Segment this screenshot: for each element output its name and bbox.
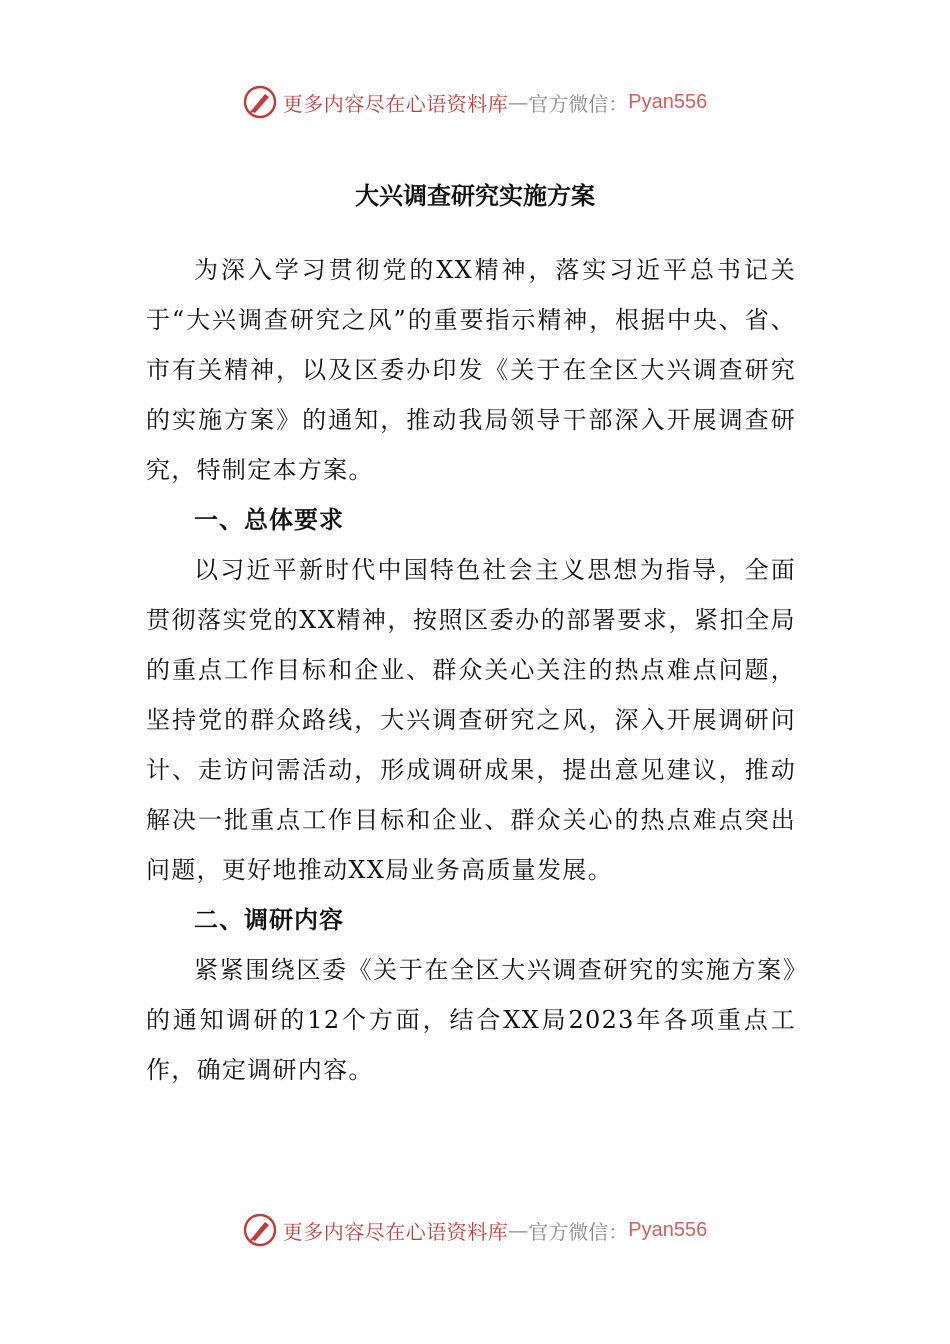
heading-research-content: 二、调研内容 xyxy=(194,906,344,934)
banner-text: 更多内容尽在心语资料库 xyxy=(282,91,509,116)
paragraph-general-requirements: 以习近平新时代中国特色社会主义思想为指导，全面贯彻落实党的XX精神，按照区委办的部署要求，紧扣全局的重点工作目标和企业、群众关心关注的热点难点问题，坚持党的群众路线，大兴调查研究之风，深入开展调研问计、走访问需活动，形成调研成果，提出意见建议，推动解决一批重点工作目标和企业、群众关心的热点难点突出问题，更好地推动XX局业务高质量发展。 xyxy=(146,556,796,884)
banner-wechat-id: Pyan556 xyxy=(628,1218,708,1241)
paragraph-research-content: 紧紧围绕区委《关于在全区大兴调查研究的实施方案》的通知调研的12个方面，结合XX局2023年各项重点工作，确定调研内容。 xyxy=(146,956,796,1084)
footer-banner xyxy=(0,1210,950,1250)
banner-wechat-label: 官方微信： xyxy=(528,91,629,116)
banner-wechat-label: 官方微信： xyxy=(528,1219,629,1244)
document-body xyxy=(146,245,796,1095)
banner-text: 更多内容尽在心语资料库 xyxy=(282,1219,509,1244)
paragraph-intro: 为深入学习贯彻党的XX精神，落实习近平总书记关于“大兴调查研究之风”的重要指示精神，根据中央、省、市有关精神，以及区委办印发《关于在全区大兴调查研究的实施方案》的通知，推动我局领导干部深入开展调查研究，特制定本方案。 xyxy=(146,256,796,484)
heading-general-requirements: 一、总体要求 xyxy=(194,506,344,534)
pen-nib-logo-icon xyxy=(243,1213,277,1247)
banner-separator: — xyxy=(508,1218,529,1242)
banner-separator: — xyxy=(508,90,529,114)
document-title: 大兴调查研究实施方案 xyxy=(355,182,595,210)
banner-wechat-id: Pyan556 xyxy=(628,90,708,113)
header-banner xyxy=(0,82,950,122)
pen-nib-logo-icon xyxy=(243,85,277,119)
